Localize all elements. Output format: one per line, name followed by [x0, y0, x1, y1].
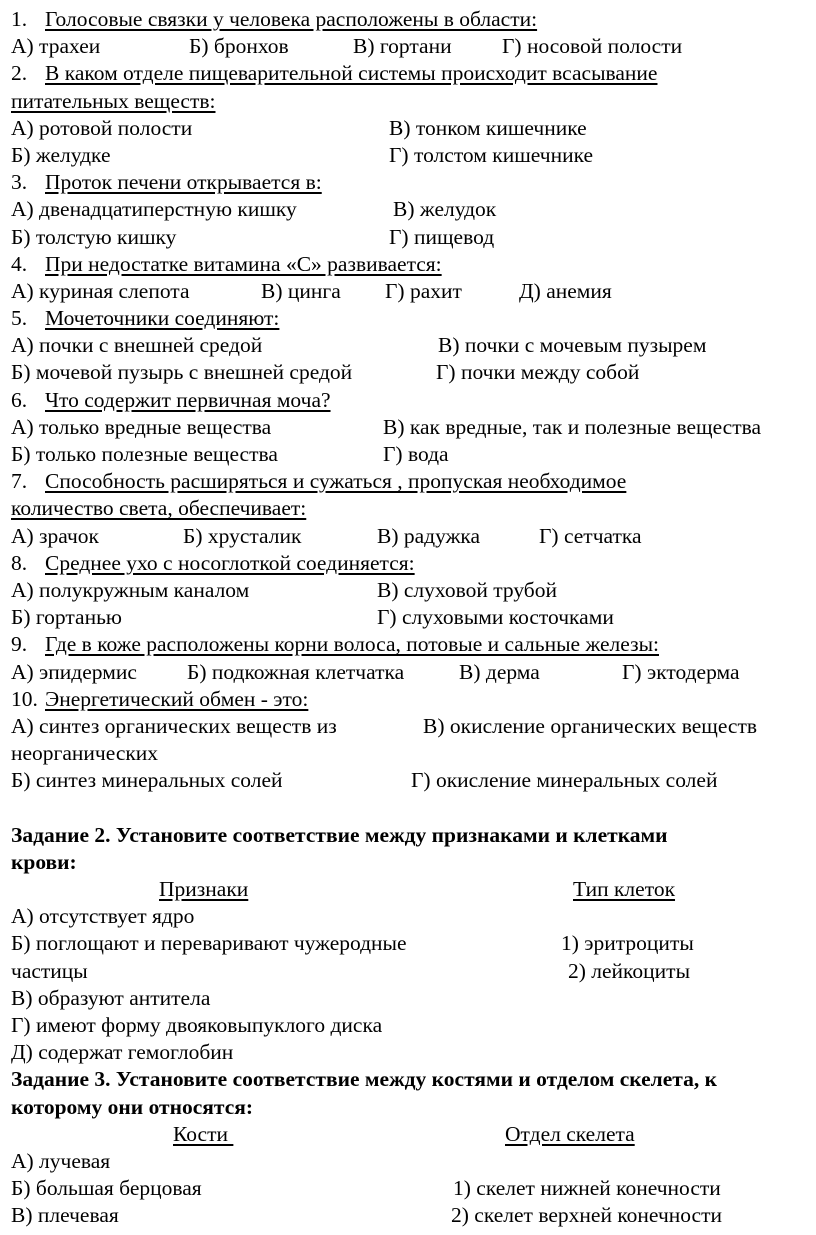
answer-a: А) зрачок [11, 523, 99, 548]
task-3-title: Задание 3. Установите соответствие между костями и отделом скелета, к [11, 1067, 717, 1092]
column-header-skeleton-part: Отдел скелета [505, 1121, 635, 1146]
answer-d: Г) вода [383, 442, 449, 466]
question-number: 6. [11, 387, 28, 412]
answer-b: Б) хрусталик [183, 523, 302, 548]
question-3 [11, 169, 811, 196]
feature-d: Г) имеют форму двояковыпуклого диска [11, 1012, 383, 1037]
feature-b: Б) поглощают и переваривают чужеродные [11, 931, 407, 956]
question-number: 2. [11, 61, 28, 86]
answer-b: Б) только полезные вещества [11, 442, 278, 466]
question-5 [11, 305, 811, 332]
option-2: 2) скелет верхней конечности [451, 1203, 722, 1228]
task-3-title-continued: которому они относятся: [11, 1094, 254, 1119]
answer-d: Г) толстом кишечнике [389, 142, 594, 167]
answer-c: В) гортани [353, 34, 452, 59]
question-text: Среднее ухо с носоглоткой соединяется: [45, 550, 415, 575]
question-text: Энергетический обмен - это: [45, 686, 309, 711]
question-text-continued: питательных веществ: [11, 88, 216, 113]
answer-d: Г) носовой полости [502, 34, 683, 59]
answer-c: В) желудок [393, 197, 497, 222]
bone-c: В) плечевая [11, 1203, 119, 1228]
answer-b: Б) бронхов [189, 34, 289, 59]
question-number: 9. [11, 632, 28, 657]
answers-1 [11, 33, 811, 60]
option-1: 1) эритроциты [561, 931, 694, 956]
question-text-continued: количество света, обеспечивает: [11, 496, 307, 521]
answer-d: Г) эктодерма [622, 659, 740, 684]
answer-d: Г) слуховыми косточками [377, 605, 614, 630]
answer-c: В) тонком кишечнике [389, 115, 587, 140]
answer-c: В) почки с мочевым пузырем [438, 333, 707, 358]
question-text: Способность расширяться и сужаться , пропуская необходимое [45, 469, 627, 494]
task-3-headers [11, 1121, 811, 1148]
feature-b-continued: частицы [11, 958, 88, 983]
question-2 [11, 60, 811, 87]
answer-a: А) синтез органических веществ из [11, 713, 337, 738]
answers-10 [11, 713, 811, 740]
answer-c: Г) рахит [385, 278, 462, 303]
option-2: 2) лейкоциты [568, 958, 691, 983]
feature-e: Д) содержат гемоглобин [11, 1040, 234, 1065]
answers-3 [11, 196, 811, 223]
column-header-bones: Кости [173, 1121, 234, 1146]
answer-a: А) куриная слепота [11, 278, 190, 303]
answer-a: А) только вредные вещества [11, 414, 272, 439]
answers-8 [11, 577, 811, 604]
answer-c: В) радужка [377, 523, 481, 548]
answer-a: А) эпидермис [11, 659, 137, 684]
answer-a-continued: неорганических [11, 741, 159, 766]
answer-b: Б) толстую кишку [11, 224, 177, 249]
column-header-cell-type: Тип клеток [573, 877, 676, 901]
question-8 [11, 550, 811, 577]
answer-d: Г) окисление минеральных солей [411, 768, 718, 793]
bone-b: Б) большая берцовая [11, 1176, 202, 1201]
answer-b: Б) гортанью [11, 605, 122, 630]
answer-b: Б) желудке [11, 142, 111, 167]
question-text: При недостатке витамина «С» развивается: [45, 251, 442, 276]
answer-d: Г) пищевод [389, 224, 495, 249]
task-2-title-continued: крови: [11, 849, 77, 874]
question-7 [11, 468, 811, 495]
column-header-features: Признаки [159, 877, 249, 901]
question-1 [11, 6, 811, 33]
question-text: Где в коже расположены корни волоса, потовые и сальные железы: [45, 632, 659, 657]
answers-5 [11, 332, 811, 359]
answer-d: Г) почки между собой [436, 360, 640, 385]
question-number: 4. [11, 251, 28, 276]
question-text: Голосовые связки у человека расположены в области: [45, 7, 538, 31]
bone-a: А) лучевая [11, 1148, 111, 1173]
question-text: В каком отделе пищеварительной системы происходит всасывание [45, 61, 658, 86]
question-text: Проток печени открывается в: [45, 170, 322, 195]
answer-b: Б) синтез минеральных солей [11, 768, 283, 793]
answers-7 [11, 523, 811, 550]
question-4 [11, 251, 811, 278]
question-10 [11, 686, 811, 713]
question-number: 1. [11, 7, 28, 31]
question-text: Мочеточники соединяют: [45, 306, 280, 331]
feature-a: А) отсутствует ядро [11, 904, 195, 929]
answer-c: В) окисление органических веществ [423, 713, 757, 738]
answer-d: Г) сетчатка [539, 523, 642, 548]
answer-c: В) дерма [459, 659, 540, 684]
question-number: 7. [11, 469, 28, 494]
answers-6 [11, 414, 811, 441]
answers-2 [11, 115, 811, 142]
task-2-title: Задание 2. Установите соответствие между признаками и клетками [11, 822, 668, 847]
question-6 [11, 387, 811, 414]
answer-a: А) трахеи [11, 34, 101, 59]
answer-d: Д) анемия [519, 278, 612, 303]
answer-a: А) ротовой полости [11, 115, 193, 140]
answer-b: Б) мочевой пузырь с внешней средой [11, 360, 353, 385]
answer-c: В) слуховой трубой [377, 577, 557, 602]
feature-c: В) образуют антитела [11, 985, 211, 1010]
option-1: 1) скелет нижней конечности [453, 1176, 721, 1201]
task-2-headers [11, 876, 811, 903]
answer-b: Б) подкожная клетчатка [187, 659, 405, 684]
answer-a: А) почки с внешней средой [11, 333, 263, 358]
answer-b: В) цинга [261, 278, 341, 303]
question-number: 5. [11, 306, 28, 331]
question-text: Что содержит первичная моча? [45, 387, 331, 412]
answers-9 [11, 659, 811, 686]
worksheet [11, 6, 811, 1229]
answer-c: В) как вредные, так и полезные вещества [383, 414, 762, 439]
question-number: 10. [11, 686, 38, 711]
question-number: 3. [11, 170, 28, 195]
question-9 [11, 631, 811, 658]
answer-a: А) двенадцатиперстную кишку [11, 197, 297, 222]
answer-a: А) полукружным каналом [11, 577, 250, 602]
question-number: 8. [11, 550, 28, 575]
answers-4 [11, 278, 811, 305]
